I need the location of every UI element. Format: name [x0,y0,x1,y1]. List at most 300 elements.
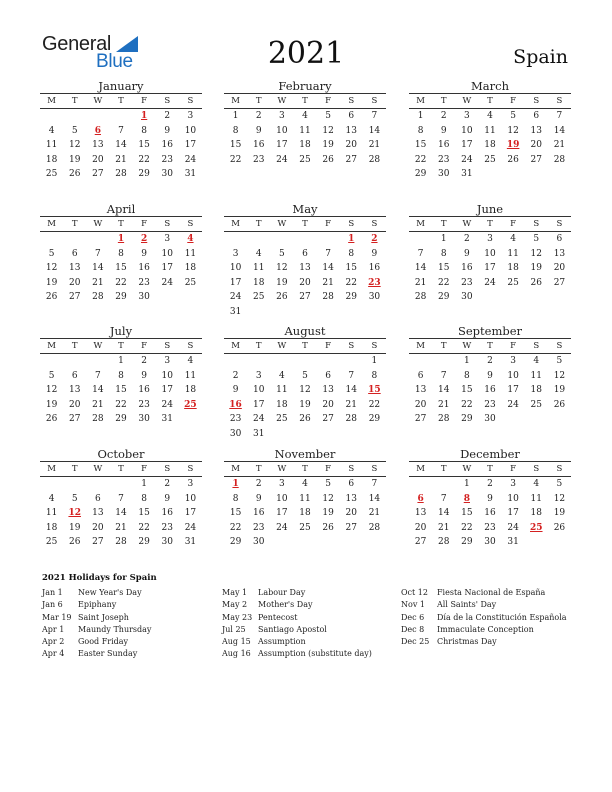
day-cell: 30 [138,292,150,302]
day-cell: 5 [71,493,78,504]
day-cell: 19 [299,399,311,410]
holiday-day-cell: 15 [368,385,381,395]
day-cell: 7 [440,370,447,381]
weekday-label: T [118,464,124,474]
day-cell: 11 [299,493,311,504]
holiday-date: Nov 1 [401,600,425,610]
weekday-label: T [71,96,78,106]
weekday-label: T [440,96,447,106]
day-cell: 2 [141,356,147,366]
day-cell: 24 [484,277,496,288]
day-cell: 10 [507,370,519,381]
month-title: April [106,202,136,216]
day-cell: 17 [507,508,519,518]
day-cell: 24 [184,522,197,533]
days-grid [40,354,202,427]
day-cell: 20 [530,140,542,150]
day-cell: 20 [414,522,427,533]
day-cell: 22 [229,522,242,533]
day-cell: 1 [232,111,239,121]
day-cell: 23 [461,277,473,288]
day-cell: 23 [484,522,496,533]
day-cell: 29 [138,169,150,179]
holiday-date: Apr 4 [42,649,65,659]
day-cell: 22 [115,277,127,288]
weekday-label: W [462,464,472,474]
weekday-header [409,93,571,109]
holiday-item [42,587,151,599]
day-cell: 18 [276,399,288,410]
holiday-name: Saint Joseph [78,612,129,622]
weekday-label: T [255,341,262,351]
day-cell: 29 [138,537,150,547]
day-cell: 25 [299,154,311,165]
weekday-label: M [47,219,56,229]
day-cell: 2 [463,234,470,244]
weekday-label: M [416,96,425,106]
day-cell: 11 [184,248,197,259]
days-grid [40,109,202,182]
day-cell: 8 [417,125,424,136]
weekday-label: F [325,96,332,106]
day-cell: 19 [276,277,288,288]
weekday-label: S [533,219,540,229]
holiday-name: Pentecost [258,612,298,622]
weekday-label: M [416,219,425,229]
day-cell: 6 [417,370,424,381]
day-cell: 2 [255,479,262,489]
days-grid [409,232,571,305]
day-cell: 9 [440,125,447,136]
weekday-label: S [348,96,355,106]
day-cell: 15 [461,508,473,518]
day-cell: 4 [255,248,262,259]
day-cell: 27 [322,414,334,424]
day-cell: 1 [118,356,124,366]
day-cell: 14 [368,493,381,504]
day-cell: 10 [276,125,288,136]
empty-cell [40,354,63,369]
weekday-label: T [255,464,262,474]
day-cell: 2 [164,479,171,489]
day-cell: 9 [141,370,147,381]
day-cell: 31 [184,169,197,179]
day-cell: 27 [530,154,542,165]
year-title: 2021 [267,36,345,71]
holiday-day-cell: 23 [368,277,381,288]
weekday-label: S [164,464,171,474]
day-cell: 9 [487,493,493,504]
weekday-header [224,216,386,232]
day-cell: 20 [345,508,357,518]
day-cell: 17 [507,385,519,395]
weekday-label: S [556,341,563,351]
holiday-item [401,587,567,599]
logo-text-blue: Blue [96,51,133,72]
day-cell: 30 [461,292,473,302]
day-cell: 10 [161,370,173,381]
weekday-label: W [277,341,287,351]
day-cell: 3 [164,234,171,244]
day-cell: 23 [138,399,150,410]
weekday-label: F [510,96,517,106]
day-cell: 10 [276,493,288,504]
day-cell: 28 [115,169,127,179]
day-cell: 12 [299,385,311,395]
day-cell: 19 [530,263,542,273]
empty-cell [270,354,293,369]
day-cell: 18 [299,508,311,518]
day-cell: 29 [115,292,127,302]
day-cell: 8 [118,248,124,259]
day-cell: 22 [229,154,242,165]
empty-cell [86,354,109,369]
day-cell: 29 [115,414,127,424]
holiday-name: New Year's Day [78,588,142,597]
month-april [40,202,202,305]
holiday-name: Christmas Day [437,637,497,647]
day-cell: 9 [232,385,239,395]
holiday-day-cell: 2 [141,234,148,244]
weekday-header [224,338,386,354]
day-cell: 17 [484,263,496,273]
holiday-day-cell: 25 [530,522,543,533]
day-cell: 17 [276,140,288,150]
weekday-label: W [93,96,103,106]
weekday-header [224,93,386,109]
day-cell: 14 [437,508,450,518]
holiday-name: Good Friday [78,637,129,647]
day-cell: 7 [325,248,331,259]
day-cell: 26 [299,414,311,424]
day-cell: 7 [440,493,447,504]
day-cell: 22 [368,399,381,410]
day-cell: 31 [184,537,197,547]
day-cell: 12 [276,263,288,273]
day-cell: 5 [48,248,55,259]
holiday-day-cell: 1 [117,234,125,244]
holiday-column [222,587,372,661]
day-cell: 30 [161,169,173,179]
day-cell: 17 [252,399,265,410]
day-cell: 25 [276,414,288,424]
day-cell: 16 [437,140,450,150]
weekday-header [224,461,386,477]
day-cell: 4 [533,479,540,489]
day-cell: 30 [484,414,496,424]
day-cell: 31 [161,414,173,424]
day-cell: 26 [68,169,81,179]
day-cell: 15 [437,263,450,273]
day-cell: 12 [322,493,334,504]
weekday-label: T [440,464,447,474]
day-cell: 6 [302,248,308,259]
day-cell: 18 [484,140,496,150]
day-cell: 15 [229,508,242,518]
weekday-label: S [371,219,378,229]
day-cell: 26 [530,277,542,288]
holiday-name: Maundy Thursday [78,624,152,634]
day-cell: 15 [115,263,127,273]
days-grid [409,354,571,427]
day-cell: 24 [184,154,197,165]
day-cell: 21 [115,522,127,533]
weekday-label: T [118,341,124,351]
day-cell: 23 [484,399,496,410]
day-cell: 31 [461,169,473,179]
weekday-header [409,216,571,232]
month-title: September [457,324,523,338]
day-cell: 28 [437,537,450,547]
day-cell: 13 [68,263,81,273]
day-cell: 1 [440,234,447,244]
day-cell: 20 [92,154,104,165]
empty-cell [40,477,63,492]
holiday-item [42,636,151,648]
day-cell: 10 [252,385,265,395]
day-cell: 16 [252,508,265,518]
day-cell: 19 [68,154,81,165]
day-cell: 26 [553,399,566,410]
weekday-label: T [302,341,308,351]
day-cell: 30 [161,537,173,547]
empty-cell [293,354,316,369]
weekday-label: T [71,341,78,351]
day-cell: 5 [533,234,540,244]
day-cell: 7 [371,479,378,489]
day-cell: 1 [371,356,378,366]
day-cell: 25 [252,292,265,302]
day-cell: 11 [484,125,496,136]
empty-cell [409,354,432,369]
day-cell: 27 [345,154,357,165]
day-cell: 5 [278,248,285,259]
day-cell: 8 [440,248,447,259]
weekday-label: W [277,219,287,229]
empty-cell [86,109,109,124]
day-cell: 26 [507,154,519,165]
day-cell: 2 [487,479,493,489]
day-cell: 22 [461,522,473,533]
day-cell: 10 [229,263,242,273]
day-cell: 11 [299,125,311,136]
day-cell: 28 [553,154,566,165]
weekday-label: W [462,219,472,229]
empty-cell [317,232,340,247]
weekday-label: F [141,219,148,229]
holiday-date: Apr 2 [42,637,65,647]
day-cell: 20 [68,277,81,288]
day-cell: 8 [463,370,470,381]
day-cell: 16 [138,385,150,395]
day-cell: 24 [161,399,173,410]
day-cell: 15 [115,385,127,395]
empty-cell [109,109,132,124]
empty-cell [247,354,270,369]
day-cell: 22 [138,522,150,533]
day-cell: 21 [414,277,427,288]
holiday-name: Easter Sunday [78,649,138,659]
day-cell: 25 [484,154,496,165]
weekday-header [40,461,202,477]
day-cell: 4 [510,234,516,244]
days-grid [224,354,386,441]
day-cell: 27 [92,169,104,179]
holiday-item [222,648,372,660]
day-cell: 31 [507,537,519,547]
day-cell: 8 [232,125,239,136]
day-cell: 23 [138,277,150,288]
holiday-item [222,624,372,636]
day-cell: 26 [322,522,334,533]
day-cell: 11 [530,493,542,504]
day-cell: 18 [45,522,58,533]
day-cell: 26 [553,522,566,533]
weekday-label: M [416,341,425,351]
day-cell: 9 [164,125,171,136]
weekday-label: W [277,96,287,106]
holiday-day-cell: 8 [463,493,470,504]
weekday-label: T [487,96,493,106]
day-cell: 5 [325,111,331,121]
day-cell: 26 [45,292,58,302]
day-cell: 3 [463,111,470,121]
day-cell: 6 [348,479,355,489]
day-cell: 3 [510,356,516,366]
day-cell: 15 [138,508,150,518]
day-cell: 21 [322,277,334,288]
day-cell: 11 [252,263,265,273]
day-cell: 14 [368,125,381,136]
empty-cell [86,232,109,247]
day-cell: 8 [118,370,124,381]
day-cell: 25 [45,169,58,179]
month-march [409,79,571,182]
day-cell: 9 [371,248,378,259]
weekday-label: T [440,219,447,229]
day-cell: 22 [138,154,150,165]
weekday-label: T [118,96,124,106]
weekday-label: M [47,96,56,106]
day-cell: 3 [187,111,194,121]
empty-cell [432,477,455,492]
holiday-date: Oct 12 [401,588,428,597]
month-july [40,324,202,427]
day-cell: 23 [252,154,265,165]
day-cell: 10 [461,125,473,136]
day-cell: 31 [252,428,265,439]
weekday-label: T [71,219,78,229]
day-cell: 17 [229,277,242,288]
holiday-date: May 1 [222,588,248,597]
day-cell: 19 [68,522,81,533]
month-title: December [460,447,520,461]
day-cell: 7 [417,248,424,259]
day-cell: 30 [437,169,450,179]
holiday-name: Día de la Constitución Española [437,612,567,622]
day-cell: 2 [255,111,262,121]
weekday-label: F [141,464,148,474]
day-cell: 4 [187,356,194,366]
day-cell: 29 [461,537,473,547]
day-cell: 10 [161,248,173,259]
day-cell: 19 [322,508,334,518]
day-cell: 16 [161,508,173,518]
day-cell: 5 [556,356,563,366]
day-cell: 3 [187,479,194,489]
day-cell: 19 [45,399,58,410]
month-june [409,202,571,305]
weekday-label: W [462,96,472,106]
day-cell: 17 [276,508,288,518]
day-cell: 25 [530,399,542,410]
day-cell: 3 [232,248,239,259]
day-cell: 13 [414,385,427,395]
day-cell: 23 [229,414,242,424]
day-cell: 7 [348,370,355,381]
day-cell: 25 [184,277,197,288]
month-title: August [284,324,326,338]
weekday-label: W [93,341,103,351]
day-cell: 24 [161,277,173,288]
day-cell: 17 [461,140,473,150]
day-cell: 21 [437,399,450,410]
day-cell: 1 [417,111,424,121]
day-cell: 20 [299,277,311,288]
weekday-label: S [556,464,563,474]
holiday-day-cell: 25 [184,399,197,410]
day-cell: 30 [484,537,496,547]
day-cell: 15 [138,140,150,150]
holiday-column [401,587,567,648]
holiday-date: May 2 [222,600,248,610]
day-cell: 23 [437,154,450,165]
day-cell: 26 [45,414,58,424]
day-cell: 21 [92,399,104,410]
day-cell: 28 [115,537,127,547]
day-cell: 28 [92,414,104,424]
holiday-item [401,624,567,636]
holiday-day-cell: 1 [232,479,239,489]
holiday-item [222,636,372,648]
day-cell: 5 [48,370,55,381]
weekday-label: T [255,96,262,106]
weekday-label: W [462,341,472,351]
weekday-label: W [277,464,287,474]
empty-cell [247,232,270,247]
empty-cell [340,354,363,369]
day-cell: 13 [299,263,311,273]
day-cell: 1 [141,479,147,489]
weekday-label: S [533,96,540,106]
holiday-date: Jul 25 [222,624,246,634]
day-cell: 12 [45,263,58,273]
day-cell: 16 [484,508,496,518]
empty-cell [224,232,247,247]
day-cell: 3 [164,356,171,366]
holiday-day-cell: 2 [371,234,378,244]
month-title: March [471,79,509,93]
day-cell: 1 [463,356,470,366]
holiday-item [42,612,151,624]
day-cell: 4 [302,479,308,489]
holiday-day-cell: 6 [94,125,101,136]
holiday-item [222,612,372,624]
day-cell: 27 [553,277,566,288]
month-september [409,324,571,427]
day-cell: 14 [414,263,427,273]
day-cell: 23 [252,522,265,533]
